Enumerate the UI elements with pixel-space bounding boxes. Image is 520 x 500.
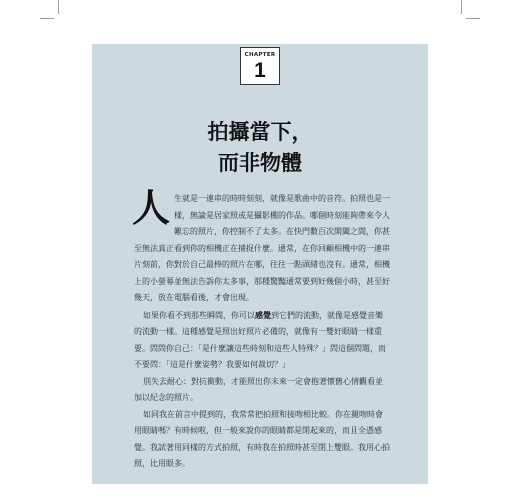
- chapter-tab: [240, 47, 280, 85]
- book-page: [92, 44, 428, 484]
- chapter-title: [92, 116, 428, 178]
- chapter-label: CHAPTER: [244, 52, 276, 58]
- paragraph-1-text: 生就是一連串的時時刻刻，就像是歌曲中的音符。拍照也是一樣，無論是居家照或是攝影棚的作品。哪個時刻能夠帶來令人難忘的照片，你控制不了太多。在快門數百次開闔之間，你甚至無法真正看到你的相機正在捕捉什麼。通常，在你回顧相機中的一連串片刻前，你對於自己最棒的照片在哪，往往一點頭緒也沒有。通常，相機上的小螢幕並無法告訴你太多事，那種驚豔通常要到好幾個小時，甚至好幾天，放在電腦看後，才會出現。: [134, 194, 391, 302]
- crop-mark-right-top: [466, 18, 480, 19]
- chapter-title-line-1: 拍攝當下，: [207, 119, 313, 144]
- paragraph-2: [134, 307, 390, 374]
- drop-cap: 人: [132, 185, 171, 230]
- paragraph-2-text-end: 到它們的流動，就像是感覺音樂的流動一樣。這種感覺是照出好照片必備的，就像有一雙好眼睛一樣重要。問問你自己：「是什麼讓這些時刻和這些人特殊？」問這個問題，而不要問：「這是什麼姿勢？我要如何裁切？」: [134, 310, 386, 369]
- paragraph-1: [132, 185, 391, 307]
- crop-mark-left-top: [40, 18, 54, 19]
- crop-mark-top-right: [461, 0, 462, 14]
- paragraph-4: 如同我在前言中提到的，我常常把拍照和接吻相比較。你在親吻時會用眼睛嗎？有時候啦，但一般來說你的眼睛都是閉起來的，而且全憑感覺。我試著用同樣的方式拍照，有時我在拍照時甚至閉上雙眼。我用心拍照，比用眼多。: [134, 409, 390, 468]
- chapter-body: [132, 185, 391, 473]
- paragraph-3: 別失去耐心：對抗衝動，才能照出你未來一定會抱著懷舊心情觀看並加以紀念的照片。: [134, 376, 383, 402]
- paragraph-2-text-start: 如果你看不到那些瞬間，你可以: [143, 310, 255, 320]
- chapter-number: 1: [254, 59, 266, 82]
- emphasized-word: 感覺: [255, 309, 271, 320]
- crop-mark-top-left: [58, 0, 59, 14]
- chapter-title-line-2: 而非物體: [218, 150, 302, 175]
